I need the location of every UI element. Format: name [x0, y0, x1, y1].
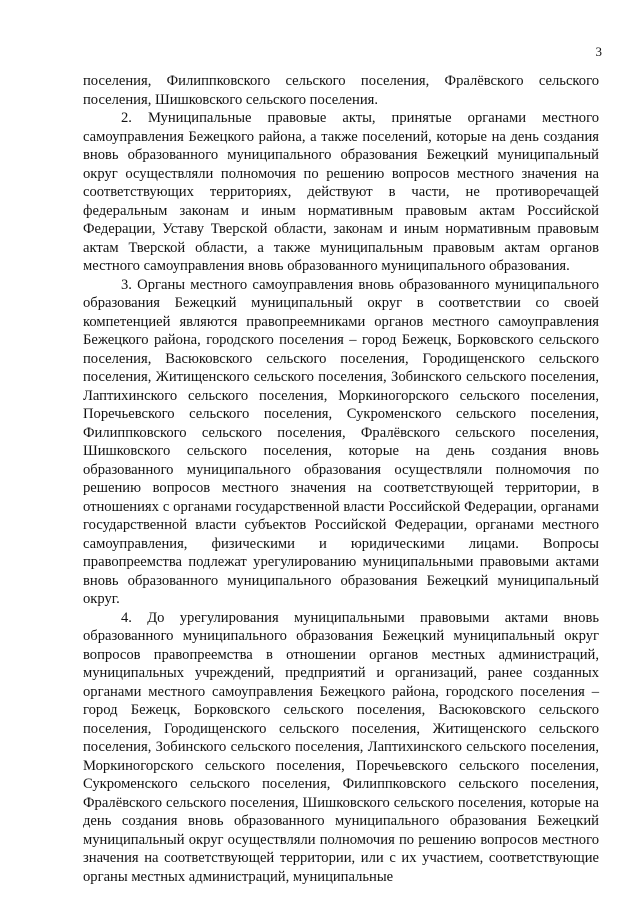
paragraph-continuation: поселения, Филиппковского сельского поселения, Фралёвского сельского поселения, Шишковского сельского поселения. — [83, 73, 599, 108]
document-body — [83, 72, 599, 886]
paragraph-2: 2. Муниципальные правовые акты, принятые органами местного самоуправления Бежецкого района, а также поселений, которые на день создания вновь образованного муниципального образования Бежецкий муниципальный округ осуществляли полномочия по решению вопросов местного значения на соответствующих территориях, действуют в части, не противоречащей федеральным законам и иным нормативным правовым актам Российской Федерации, Уставу Тверской области, законам и иным нормативным правовым актам Тверской области, а также муниципальным правовым актам органов местного самоуправления вновь образованного муниципального образования. — [83, 110, 599, 274]
page-number: 3 — [595, 44, 602, 59]
paragraph-3: 3. Органы местного самоуправления вновь образованного муниципального образования Бежецкий муниципальный округ в соответствии со своей компетенцией являются правопреемниками органов местного самоуправления Бежецкого района, городского поселения – город Бежецк, Борковского сельского поселения, Васюковского сельского поселения, Городищенского сельского поселения, Житищенского сельского поселения, Зобинского сельского поселения, Лаптихинского сельского поселения, Моркиногорского сельского поселения, Поречьевского сельского поселения, Сукроменского сельского поселения, Филиппковского сельского поселения, Фралёвского сельского поселения, Шишковского сельского поселения, которые на день создания вновь образованного муниципального образования осуществляли полномочия по решению вопросов местного значения на соответствующей территории, в отношениях с органами государственной власти Российской Федерации, органами государственной власти субъектов Российской Федерации, органами местного самоуправления, физическими и юридическими лицами. Вопросы правопреемства подлежат урегулированию муниципальными правовыми актами вновь образованного муниципального образования Бежецкий муниципальный округ. — [83, 276, 599, 607]
paragraph-4: 4. До урегулирования муниципальными правовыми актами вновь образованного муниципального образования Бежецкий муниципальный округ вопросов правопреемства в отношении органов местных администраций, муниципальных учреждений, предприятий и организаций, ранее созданных органами местного самоуправления Бежецкого района, городского поселения – город Бежецк, Борковского сельского поселения, Васюковского сельского поселения, Городищенского сельского поселения, Житищенского сельского поселения, Зобинского сельского поселения, Лаптихинского сельского поселения, Моркиногорского сельского поселения, Поречьевского сельского поселения, Сукроменского сельского поселения, Филиппковского сельского поселения, Фралёвского сельского поселения, Шишковского сельского поселения, которые на день создания вновь образованного муниципального образования Бежецкий муниципальный округ осуществляли полномочия по решению вопросов местного значения на соответствующей территории, или с их участием, соответствующие органы местных администраций, муниципальные — [83, 609, 599, 885]
